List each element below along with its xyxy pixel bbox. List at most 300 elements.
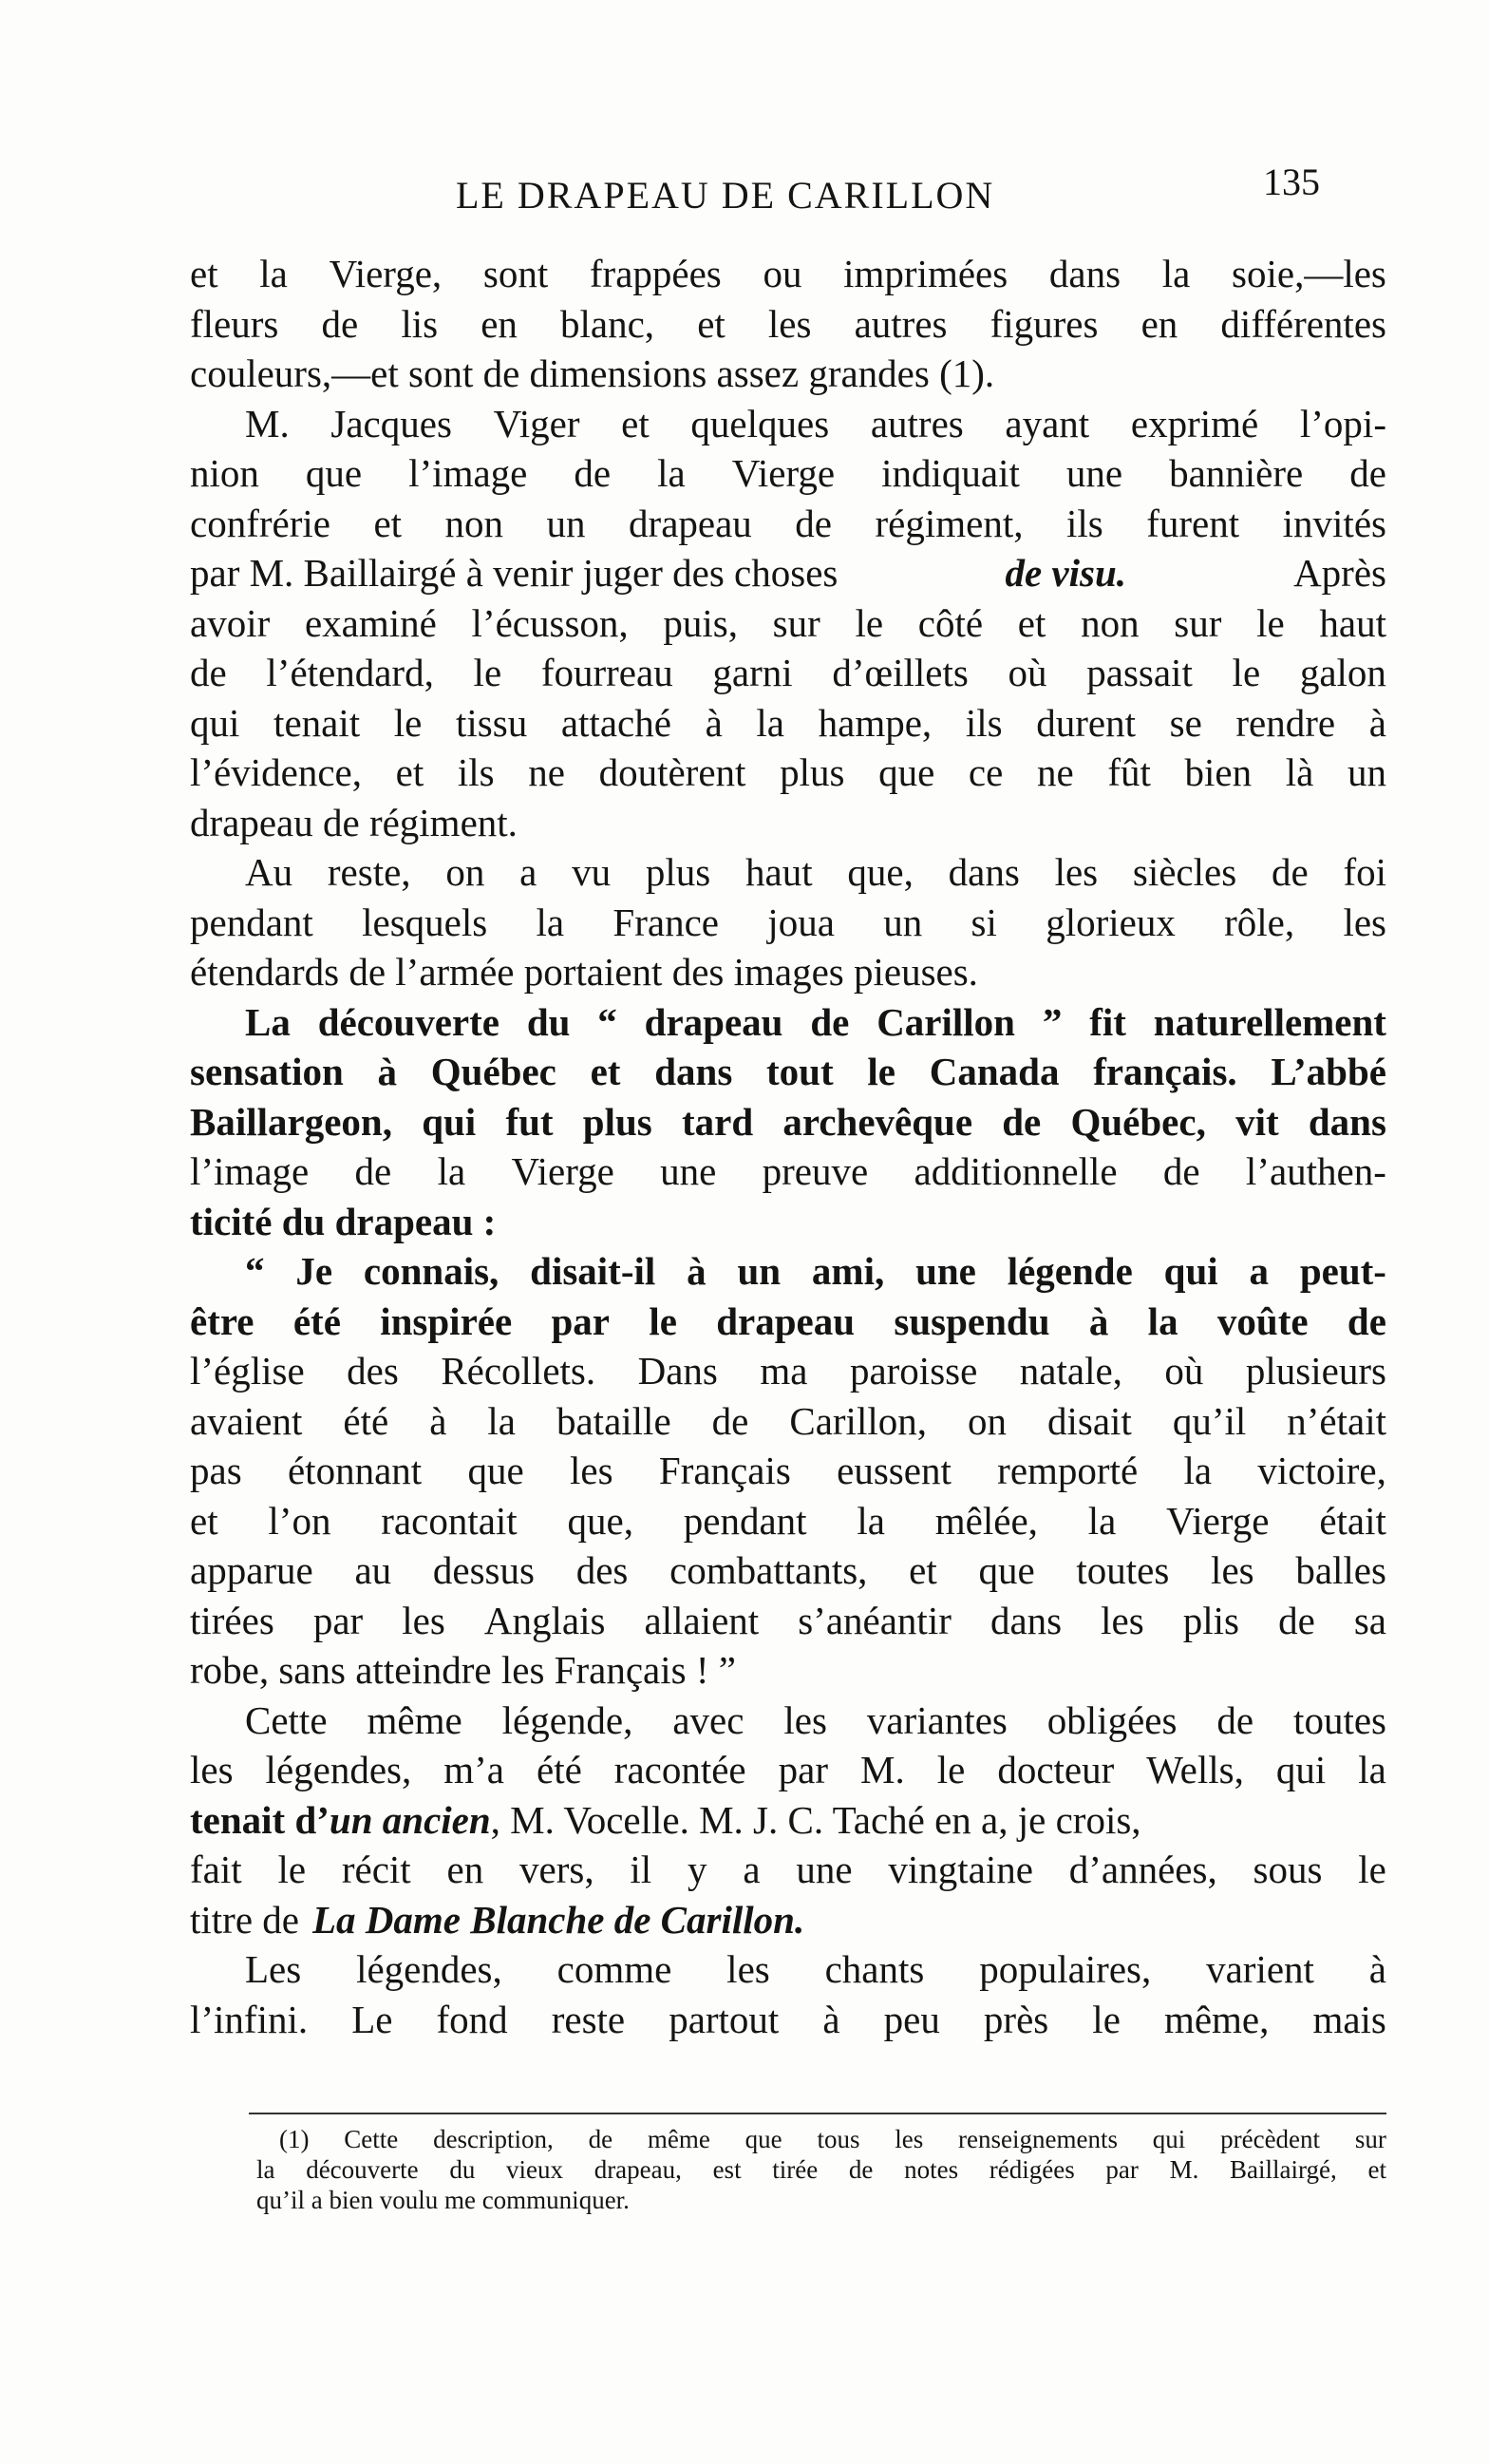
word: peu	[883, 1997, 940, 2041]
text-line	[190, 1047, 1386, 1097]
word: vit	[1235, 1099, 1279, 1144]
word: au	[354, 1548, 392, 1592]
word: où	[1008, 651, 1047, 694]
word: Canada	[929, 1050, 1060, 1093]
word: la	[857, 1498, 885, 1543]
word: une	[660, 1149, 717, 1193]
word: tout	[766, 1050, 834, 1093]
word: que	[744, 2125, 782, 2153]
word: glorieux	[1046, 900, 1176, 944]
word: les	[570, 1449, 613, 1492]
word: galon	[1299, 651, 1386, 694]
word: quelques	[690, 401, 830, 445]
word: le	[1232, 651, 1261, 694]
word: lesquels	[362, 900, 488, 944]
word: drapeau	[629, 501, 752, 545]
word: le	[855, 600, 884, 645]
word: à	[429, 1398, 447, 1443]
footnote-line	[256, 2124, 1386, 2154]
word: joua	[767, 900, 835, 944]
word: la	[1183, 1449, 1213, 1492]
word: remporté	[997, 1449, 1139, 1492]
word: Récollets.	[441, 1349, 596, 1393]
word: fleurs	[190, 301, 279, 346]
word: par	[312, 1598, 364, 1642]
word: ami,	[811, 1249, 885, 1293]
text-segment: titre de	[190, 1897, 299, 1942]
word: sa	[1353, 1598, 1386, 1642]
word: à	[1368, 700, 1386, 745]
word: passait	[1086, 651, 1193, 694]
word: Vierge	[511, 1149, 614, 1193]
word: par	[551, 1298, 610, 1343]
quote-line	[190, 1545, 1386, 1596]
word: être	[190, 1298, 254, 1343]
word: dans	[1048, 252, 1121, 295]
word: avoir	[190, 600, 271, 645]
word: sensation	[190, 1050, 344, 1093]
word: Cette	[344, 2125, 399, 2153]
word: différentes	[1220, 301, 1386, 346]
word: dans	[654, 1050, 733, 1093]
word: L’abbé	[1271, 1050, 1386, 1093]
word: ils	[457, 750, 495, 794]
word: on	[445, 850, 485, 894]
word: à	[377, 1050, 398, 1093]
word: Carillon	[876, 999, 1015, 1044]
word: qui	[422, 1099, 477, 1144]
word: ne	[1036, 750, 1074, 794]
word: Baillairgé,	[1230, 2155, 1337, 2184]
word: Anglais	[483, 1598, 606, 1642]
word: varient	[1206, 1947, 1314, 1991]
word: inspirée	[380, 1298, 513, 1343]
word: mêlée,	[934, 1498, 1038, 1543]
word: fut	[505, 1099, 554, 1144]
word: les	[402, 1598, 445, 1642]
word: a	[743, 1848, 761, 1891]
text-line	[190, 598, 1386, 649]
word: La	[245, 999, 291, 1044]
word: bien	[1184, 750, 1253, 794]
word: reste	[551, 1997, 626, 2041]
word: était	[1319, 1498, 1386, 1543]
word: un	[883, 900, 923, 944]
text-line-with-italic	[190, 548, 1386, 598]
word: blanc,	[560, 301, 655, 346]
word: pendant	[683, 1498, 807, 1543]
word: confrérie	[190, 501, 330, 545]
word: d’années,	[1068, 1848, 1217, 1891]
word: suspendu	[894, 1298, 1050, 1343]
word: le	[277, 1848, 307, 1891]
word: notes	[904, 2155, 959, 2184]
text-line: drapeau de régiment.	[190, 800, 518, 844]
word: été	[343, 1398, 389, 1443]
word: archevêque	[782, 1099, 973, 1144]
word: et	[590, 1050, 621, 1093]
word: invités	[1282, 501, 1386, 545]
word: du	[526, 999, 571, 1044]
word: vieux	[506, 2155, 563, 2184]
word: frappées	[589, 252, 722, 295]
word: Vierge,	[329, 252, 443, 295]
word: plis	[1182, 1598, 1240, 1642]
word: l’authen-	[1245, 1149, 1386, 1193]
word: l’étendard,	[266, 651, 434, 694]
word: lis	[401, 301, 439, 346]
word: combattants,	[669, 1548, 868, 1592]
italic-phrase: de visu.	[1005, 551, 1126, 595]
word: Dans	[637, 1349, 718, 1393]
word: docteur	[997, 1748, 1115, 1791]
word: rédigées	[989, 2155, 1075, 2184]
word: renseignements	[958, 2125, 1118, 2153]
word: la	[1147, 1298, 1178, 1343]
word: non	[444, 501, 504, 545]
word: disait-il	[530, 1249, 656, 1293]
word: de	[190, 651, 227, 694]
word: “	[597, 999, 617, 1044]
word: garni	[712, 651, 793, 694]
word: l’évidence,	[190, 750, 362, 794]
italic-title: La Dame Blanche de Carillon.	[311, 1897, 805, 1942]
word: tirée	[772, 2155, 819, 2184]
word: rôle,	[1224, 900, 1295, 944]
text-line	[190, 698, 1386, 749]
word: qui	[1163, 1249, 1218, 1293]
word: découverte	[317, 999, 499, 1044]
word: Vierge	[731, 451, 836, 495]
text-line	[190, 448, 1386, 499]
word: pendant	[190, 900, 313, 944]
text-line	[190, 1845, 1386, 1895]
word: dessus	[432, 1548, 535, 1592]
text-line	[190, 1147, 1386, 1197]
running-title: LE DRAPEAU DE CARILLON	[456, 174, 995, 217]
page-number: 135	[1263, 161, 1320, 203]
word: le	[393, 700, 423, 745]
word: légendes,	[265, 1748, 412, 1791]
word: si	[971, 900, 997, 944]
word: qu’il	[1172, 1398, 1247, 1443]
text-line	[190, 1696, 1386, 1746]
text-line	[190, 898, 1386, 948]
word: paroisse	[849, 1349, 978, 1393]
text-line: couleurs,—et sont de dimensions assez grandes (1).	[190, 351, 995, 395]
word: avaient	[190, 1398, 303, 1443]
word: que	[978, 1548, 1035, 1592]
text-line	[190, 249, 1386, 299]
word: balles	[1295, 1548, 1386, 1592]
word: examiné	[304, 600, 437, 645]
word: plus	[582, 1099, 652, 1144]
word: France	[613, 900, 719, 944]
word: régiment,	[875, 501, 1024, 545]
word: tirées	[190, 1598, 274, 1642]
word: une	[915, 1249, 976, 1293]
word: disait	[1046, 1398, 1132, 1443]
quote-line	[190, 1346, 1386, 1396]
word: en	[446, 1848, 484, 1891]
word: naturellement	[1153, 999, 1386, 1044]
word: variantes	[866, 1697, 1008, 1742]
word: les	[190, 1748, 234, 1791]
word: français.	[1093, 1050, 1237, 1093]
word: tenait	[273, 700, 361, 745]
word: l’on	[268, 1498, 331, 1543]
word: le	[473, 651, 502, 694]
word: partout	[669, 1997, 780, 2041]
word: une	[796, 1848, 853, 1891]
word: ce	[968, 750, 1004, 794]
word: (1)	[279, 2125, 310, 2153]
word: fût	[1107, 750, 1151, 794]
word: par	[778, 1748, 828, 1791]
word: s’anéantir	[798, 1598, 952, 1642]
word: de	[711, 1398, 749, 1443]
word: imprimées	[843, 252, 1008, 295]
word: de	[810, 999, 850, 1044]
word: qui	[1275, 1748, 1327, 1791]
word: Vierge	[1166, 1498, 1270, 1543]
word: la	[536, 900, 565, 944]
word: attaché	[560, 700, 671, 745]
word: soie,—les	[1232, 252, 1386, 295]
word: haut	[745, 850, 813, 894]
word: durent	[1036, 700, 1136, 745]
word: précèdent	[1220, 2125, 1321, 2153]
quote-line	[190, 1496, 1386, 1546]
word: a	[519, 850, 537, 894]
word: dans	[990, 1598, 1063, 1642]
word: la	[259, 252, 288, 295]
word: racontée	[613, 1748, 746, 1791]
word: a	[1249, 1249, 1269, 1293]
word: en	[481, 301, 518, 346]
word: l’image	[408, 451, 528, 495]
word: populaires,	[979, 1947, 1152, 1991]
word: y	[688, 1848, 707, 1891]
word: la	[437, 1149, 466, 1193]
text-line	[190, 399, 1386, 449]
quote-line	[190, 1396, 1386, 1447]
text-segment: par M. Baillairgé à venir juger des choses	[190, 551, 839, 595]
word: Wells,	[1146, 1748, 1244, 1791]
word: description,	[433, 2125, 554, 2153]
word: fit	[1089, 999, 1126, 1044]
word: n’était	[1287, 1398, 1386, 1443]
word: il	[630, 1848, 652, 1891]
word: ils	[1065, 501, 1103, 545]
word: M.	[245, 401, 290, 445]
word: la	[1358, 1748, 1386, 1791]
word: sur	[772, 600, 820, 645]
quote-line	[190, 1246, 1386, 1297]
quote-line	[190, 1596, 1386, 1646]
word: plus	[645, 850, 711, 894]
word: M.	[860, 1748, 905, 1791]
word: qui	[1152, 2125, 1186, 2153]
word: étonnant	[287, 1449, 423, 1492]
word: de	[588, 2125, 613, 2153]
word: été	[537, 1748, 582, 1791]
italic-phrase: un ancien	[329, 1797, 491, 1842]
body-text	[190, 249, 1386, 2044]
word: autres	[870, 401, 964, 445]
word: le	[936, 1748, 966, 1791]
text-line-with-italic	[190, 1795, 1386, 1846]
word: les	[895, 2125, 924, 2153]
word: de	[1216, 1697, 1254, 1742]
word: mais	[1312, 1997, 1386, 2041]
text-line	[190, 648, 1386, 698]
word: tissu	[456, 700, 528, 745]
word: Viger	[493, 401, 580, 445]
word: ne	[528, 750, 565, 794]
word: Jacques	[330, 401, 452, 445]
word: des	[575, 1548, 629, 1592]
text-line	[190, 1995, 1386, 2045]
word: et	[395, 750, 424, 794]
word: dans	[948, 850, 1020, 894]
word: légendes,	[356, 1947, 502, 1991]
word: toutes	[1293, 1697, 1386, 1742]
word: et	[190, 252, 218, 295]
word: reste,	[327, 850, 411, 894]
word: du	[449, 2155, 476, 2184]
word: Les	[245, 1947, 302, 1991]
word: le	[1256, 600, 1285, 645]
text-segment: Après	[1293, 551, 1386, 595]
text-line	[190, 1944, 1386, 1995]
word: natale,	[1019, 1349, 1122, 1393]
text-line-with-italic	[190, 1895, 1386, 1945]
word: victoire,	[1257, 1449, 1386, 1492]
word: voûte	[1216, 1298, 1309, 1343]
word: d’œillets	[832, 651, 969, 694]
word: plusieurs	[1245, 1349, 1386, 1393]
word: le	[649, 1298, 677, 1343]
word: vingtaine	[888, 1848, 1033, 1891]
word: on	[967, 1398, 1007, 1443]
word: les	[1054, 850, 1099, 894]
word: Au	[245, 850, 293, 894]
word: que,	[567, 1498, 633, 1543]
word: de	[574, 451, 612, 495]
text-line	[190, 847, 1386, 898]
word: la	[256, 2155, 275, 2184]
word: Cette	[245, 1697, 328, 1742]
word: Baillargeon,	[190, 1099, 392, 1144]
word: le	[867, 1050, 895, 1093]
word: vu	[572, 850, 612, 894]
word: de	[354, 1149, 392, 1193]
word: vers,	[519, 1848, 594, 1891]
footnote-rule	[249, 2113, 1386, 2114]
word: la	[657, 451, 686, 495]
word: à	[822, 1997, 840, 2041]
word: puis,	[663, 600, 738, 645]
word: dans	[1308, 1099, 1386, 1144]
word: apparue	[190, 1548, 313, 1592]
word: l’infini.	[190, 1997, 309, 2041]
word: racontait	[381, 1498, 518, 1543]
word: que,	[847, 850, 914, 894]
word: un	[737, 1249, 782, 1293]
word: m’a	[443, 1748, 504, 1791]
word: fait	[190, 1848, 242, 1891]
footnote	[256, 2124, 1386, 2215]
word: siècles	[1132, 850, 1237, 894]
word: avec	[672, 1697, 744, 1742]
word: non	[1081, 600, 1140, 645]
word: bataille	[556, 1398, 671, 1443]
text-line	[190, 499, 1386, 549]
word: drapeau,	[594, 2155, 682, 2184]
word: allaient	[644, 1598, 760, 1642]
text-line	[190, 748, 1386, 798]
word: ma	[760, 1349, 808, 1393]
word: là	[1285, 750, 1314, 794]
word: été	[292, 1298, 341, 1343]
word: les	[783, 1697, 827, 1742]
word: toutes	[1076, 1548, 1170, 1592]
word: que	[467, 1449, 524, 1492]
word: furent	[1146, 501, 1240, 545]
word: Je	[295, 1249, 333, 1293]
word: et	[373, 501, 403, 545]
word: ”	[1042, 999, 1063, 1044]
word: de	[1347, 1298, 1386, 1343]
word: tard	[681, 1099, 754, 1144]
word: et	[1367, 2155, 1386, 2184]
word: Carillon,	[789, 1398, 927, 1443]
word: où	[1164, 1349, 1204, 1393]
word: l’opi-	[1299, 401, 1386, 445]
word: connais,	[363, 1249, 499, 1293]
word: fourreau	[540, 651, 673, 694]
word: sur	[1174, 600, 1222, 645]
word: nion	[190, 451, 259, 495]
word: se	[1169, 700, 1202, 745]
word: et	[190, 1498, 218, 1543]
word: et	[909, 1548, 937, 1592]
word: le	[1358, 1848, 1386, 1891]
word: la	[487, 1398, 516, 1443]
word: Québec,	[1070, 1099, 1206, 1144]
word: pas	[190, 1449, 242, 1492]
page-header	[190, 160, 1320, 217]
word: la	[1087, 1498, 1117, 1543]
word: plus	[780, 750, 845, 794]
text-line: ticité du drapeau :	[190, 1199, 497, 1243]
text-segment: , M. Vocelle. M. J. C. Taché en a, je crois,	[490, 1797, 1141, 1842]
word: légende,	[501, 1697, 633, 1742]
word: à	[1088, 1298, 1109, 1343]
word: obligées	[1046, 1697, 1178, 1742]
word: la	[1161, 252, 1191, 295]
footnote-line: qu’il a bien voulu me communiquer.	[256, 2186, 630, 2214]
word: drapeau	[644, 999, 783, 1044]
word: sous	[1253, 1848, 1323, 1891]
word: même,	[1163, 1997, 1270, 2041]
word: bannière	[1169, 451, 1304, 495]
word: les	[1343, 900, 1386, 944]
word: près	[983, 1997, 1049, 2041]
word: découverte	[306, 2155, 419, 2184]
word: additionnelle	[914, 1149, 1118, 1193]
